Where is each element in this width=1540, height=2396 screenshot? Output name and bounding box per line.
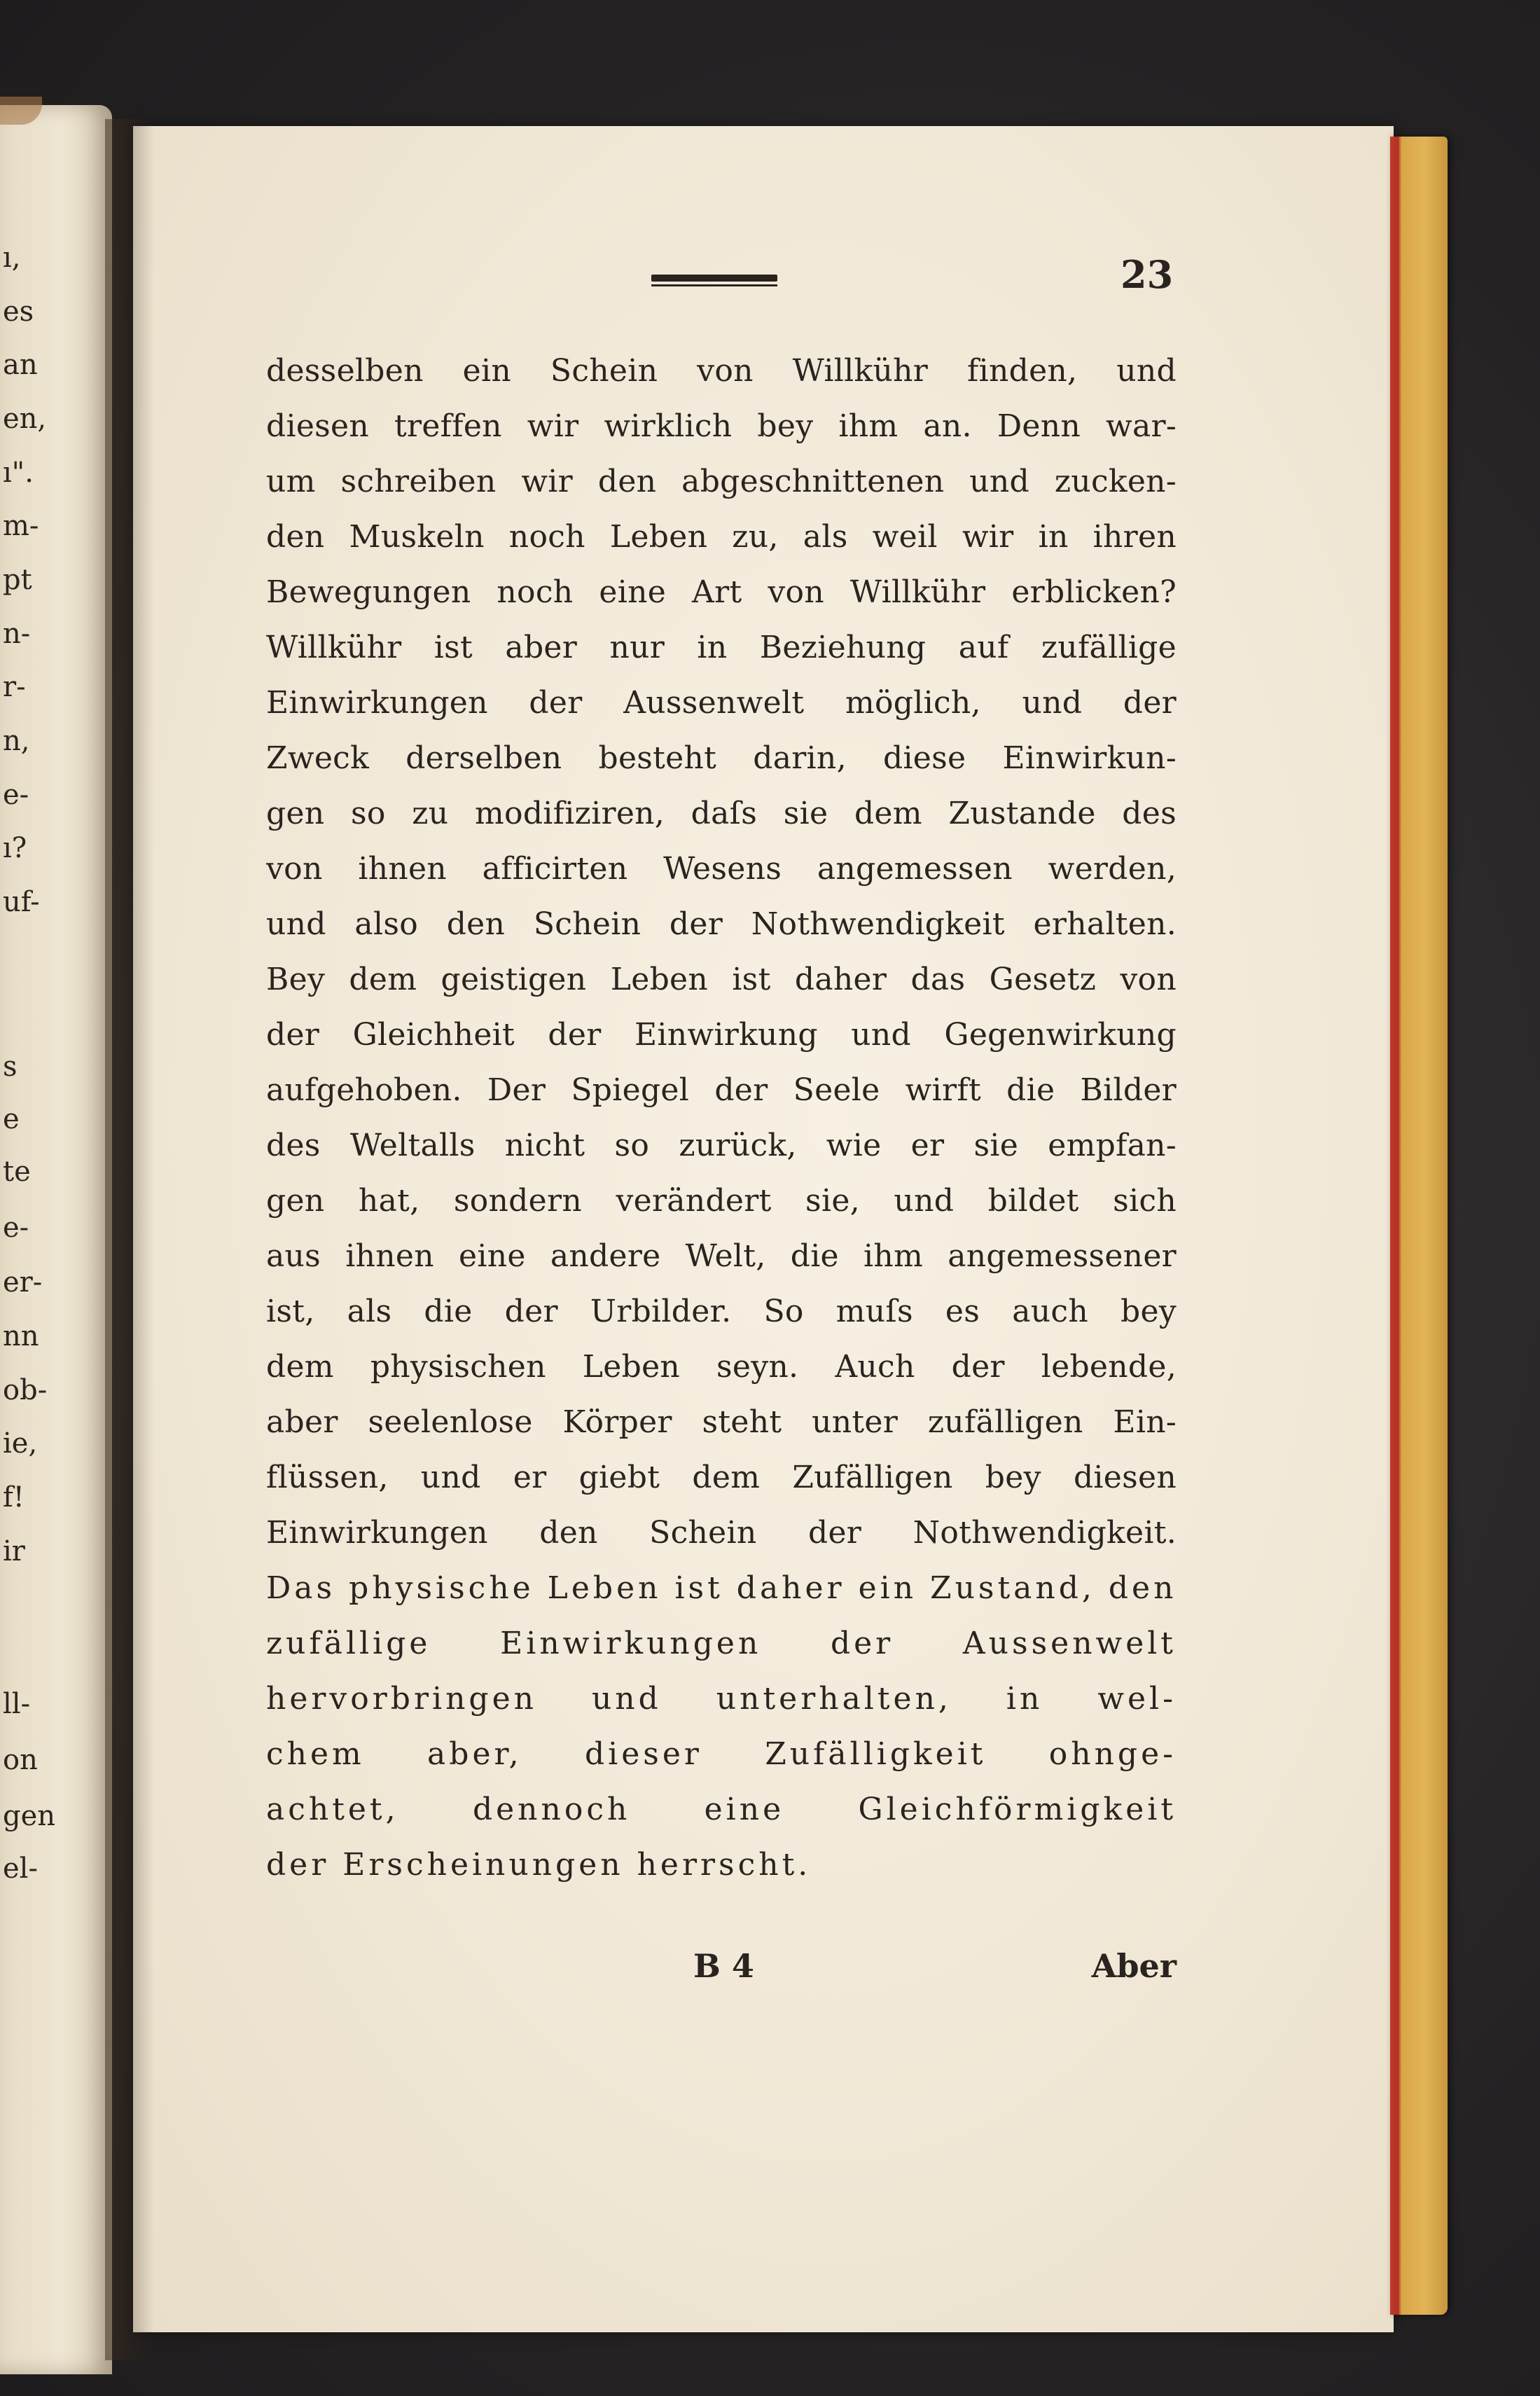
text-line: Das physische Leben ist daher ein Zustand, den bbox=[266, 1570, 1177, 1606]
left-page-fragment: uf- bbox=[3, 886, 40, 918]
left-page-fragment: nn bbox=[3, 1320, 39, 1352]
left-page bbox=[0, 105, 112, 2374]
spine-gutter bbox=[105, 119, 154, 2360]
left-page-fragment: ir bbox=[3, 1535, 25, 1567]
text-line: dem physischen Leben seyn. Auch der lebende, bbox=[266, 1349, 1177, 1385]
text-line: diesen treffen wir wirklich bey ihm an. Denn war- bbox=[266, 408, 1177, 444]
text-line: der Gleichheit der Einwirkung und Gegenwirkung bbox=[266, 1017, 1177, 1053]
text-line: Einwirkungen den Schein der Nothwendigkeit. bbox=[266, 1515, 1177, 1551]
body-text bbox=[266, 343, 1177, 1892]
left-page-fragment: ll- bbox=[3, 1688, 31, 1720]
text-line: des Weltalls nicht so zurück, wie er sie empfan- bbox=[266, 1128, 1177, 1163]
left-page-fragment: e- bbox=[3, 779, 29, 811]
left-page-fragment: ie, bbox=[3, 1427, 38, 1460]
left-page-fragment: en, bbox=[3, 403, 47, 435]
text-line: achtet, dennoch eine Gleichförmigkeit bbox=[266, 1792, 1177, 1827]
left-page-fragment: e bbox=[3, 1103, 20, 1135]
text-line: aufgehoben. Der Spiegel der Seele wirft die Bilder bbox=[266, 1072, 1177, 1108]
text-line: hervorbringen und unterhalten, in wel- bbox=[266, 1681, 1177, 1717]
text-line: und also den Schein der Nothwendigkeit erhalten. bbox=[266, 906, 1177, 942]
left-page-fragment: r- bbox=[3, 671, 26, 703]
text-line: ist, als die der Urbilder. So muſs es auch bey bbox=[266, 1294, 1177, 1329]
text-line: zufällige Einwirkungen der Aussenwelt bbox=[266, 1626, 1177, 1661]
text-line: um schreiben wir den abgeschnittenen und zucken- bbox=[266, 464, 1177, 499]
left-page-fragment: f! bbox=[3, 1481, 25, 1514]
text-line: gen so zu modifiziren, daſs sie dem Zustande des bbox=[266, 796, 1177, 831]
left-page-fragment: on bbox=[3, 1744, 38, 1776]
left-page-fragment: ob- bbox=[3, 1374, 48, 1406]
page-footer bbox=[266, 1947, 1177, 1996]
text-line: aus ihnen eine andere Welt, die ihm angemessener bbox=[266, 1238, 1177, 1274]
text-line: Bewegungen noch eine Art von Willkühr erblicken? bbox=[266, 574, 1177, 610]
text-line: der Erscheinungen herrscht. bbox=[266, 1847, 812, 1883]
left-page-fragment: n- bbox=[3, 618, 31, 650]
text-line: Bey dem geistigen Leben ist daher das Gesetz von bbox=[266, 962, 1177, 997]
text-line: aber seelenlose Körper steht unter zufälligen Ein- bbox=[266, 1404, 1177, 1440]
text-line: von ihnen afficirten Wesens angemessen werden, bbox=[266, 851, 1177, 887]
page-number: 23 bbox=[1121, 252, 1174, 297]
left-page-fragment: es bbox=[3, 296, 34, 328]
text-line: den Muskeln noch Leben zu, als weil wir in ihren bbox=[266, 519, 1177, 555]
text-line: chem aber, dieser Zufälligkeit ohnge- bbox=[266, 1736, 1177, 1772]
left-page-fragment: er- bbox=[3, 1266, 43, 1299]
left-page-fragment: n, bbox=[3, 725, 30, 757]
text-line: desselben ein Schein von Willkühr finden, und bbox=[266, 353, 1177, 389]
catchword: Aber bbox=[1091, 1947, 1177, 1985]
text-line: flüssen, und er giebt dem Zufälligen bey diesen bbox=[266, 1460, 1177, 1495]
text-line: Einwirkungen der Aussenwelt möglich, und der bbox=[266, 685, 1177, 721]
left-page-fragment: pt bbox=[3, 564, 32, 596]
signature-mark: B 4 bbox=[693, 1947, 754, 1985]
text-line: Willkühr ist aber nur in Beziehung auf zufällige bbox=[266, 630, 1177, 665]
left-page-fragment: te bbox=[3, 1156, 31, 1188]
left-page-fragment: e- bbox=[3, 1212, 29, 1244]
left-page-fragment: ı". bbox=[3, 457, 34, 489]
left-page-fragment: gen bbox=[3, 1800, 56, 1832]
left-page-fragment: el- bbox=[3, 1853, 38, 1885]
book-cover-edge bbox=[1390, 137, 1448, 2315]
left-page-fragment: an bbox=[3, 349, 38, 381]
left-page-fragment: s bbox=[3, 1051, 18, 1083]
left-page-fragment: m- bbox=[3, 510, 39, 542]
header-rule bbox=[651, 275, 777, 282]
text-line: gen hat, sondern verändert sie, und bildet sich bbox=[266, 1183, 1177, 1219]
left-page-fragment: ı, bbox=[3, 242, 21, 274]
text-line: Zweck derselben besteht darin, diese Einwirkun- bbox=[266, 740, 1177, 776]
left-page-fragment: ı? bbox=[3, 832, 27, 864]
